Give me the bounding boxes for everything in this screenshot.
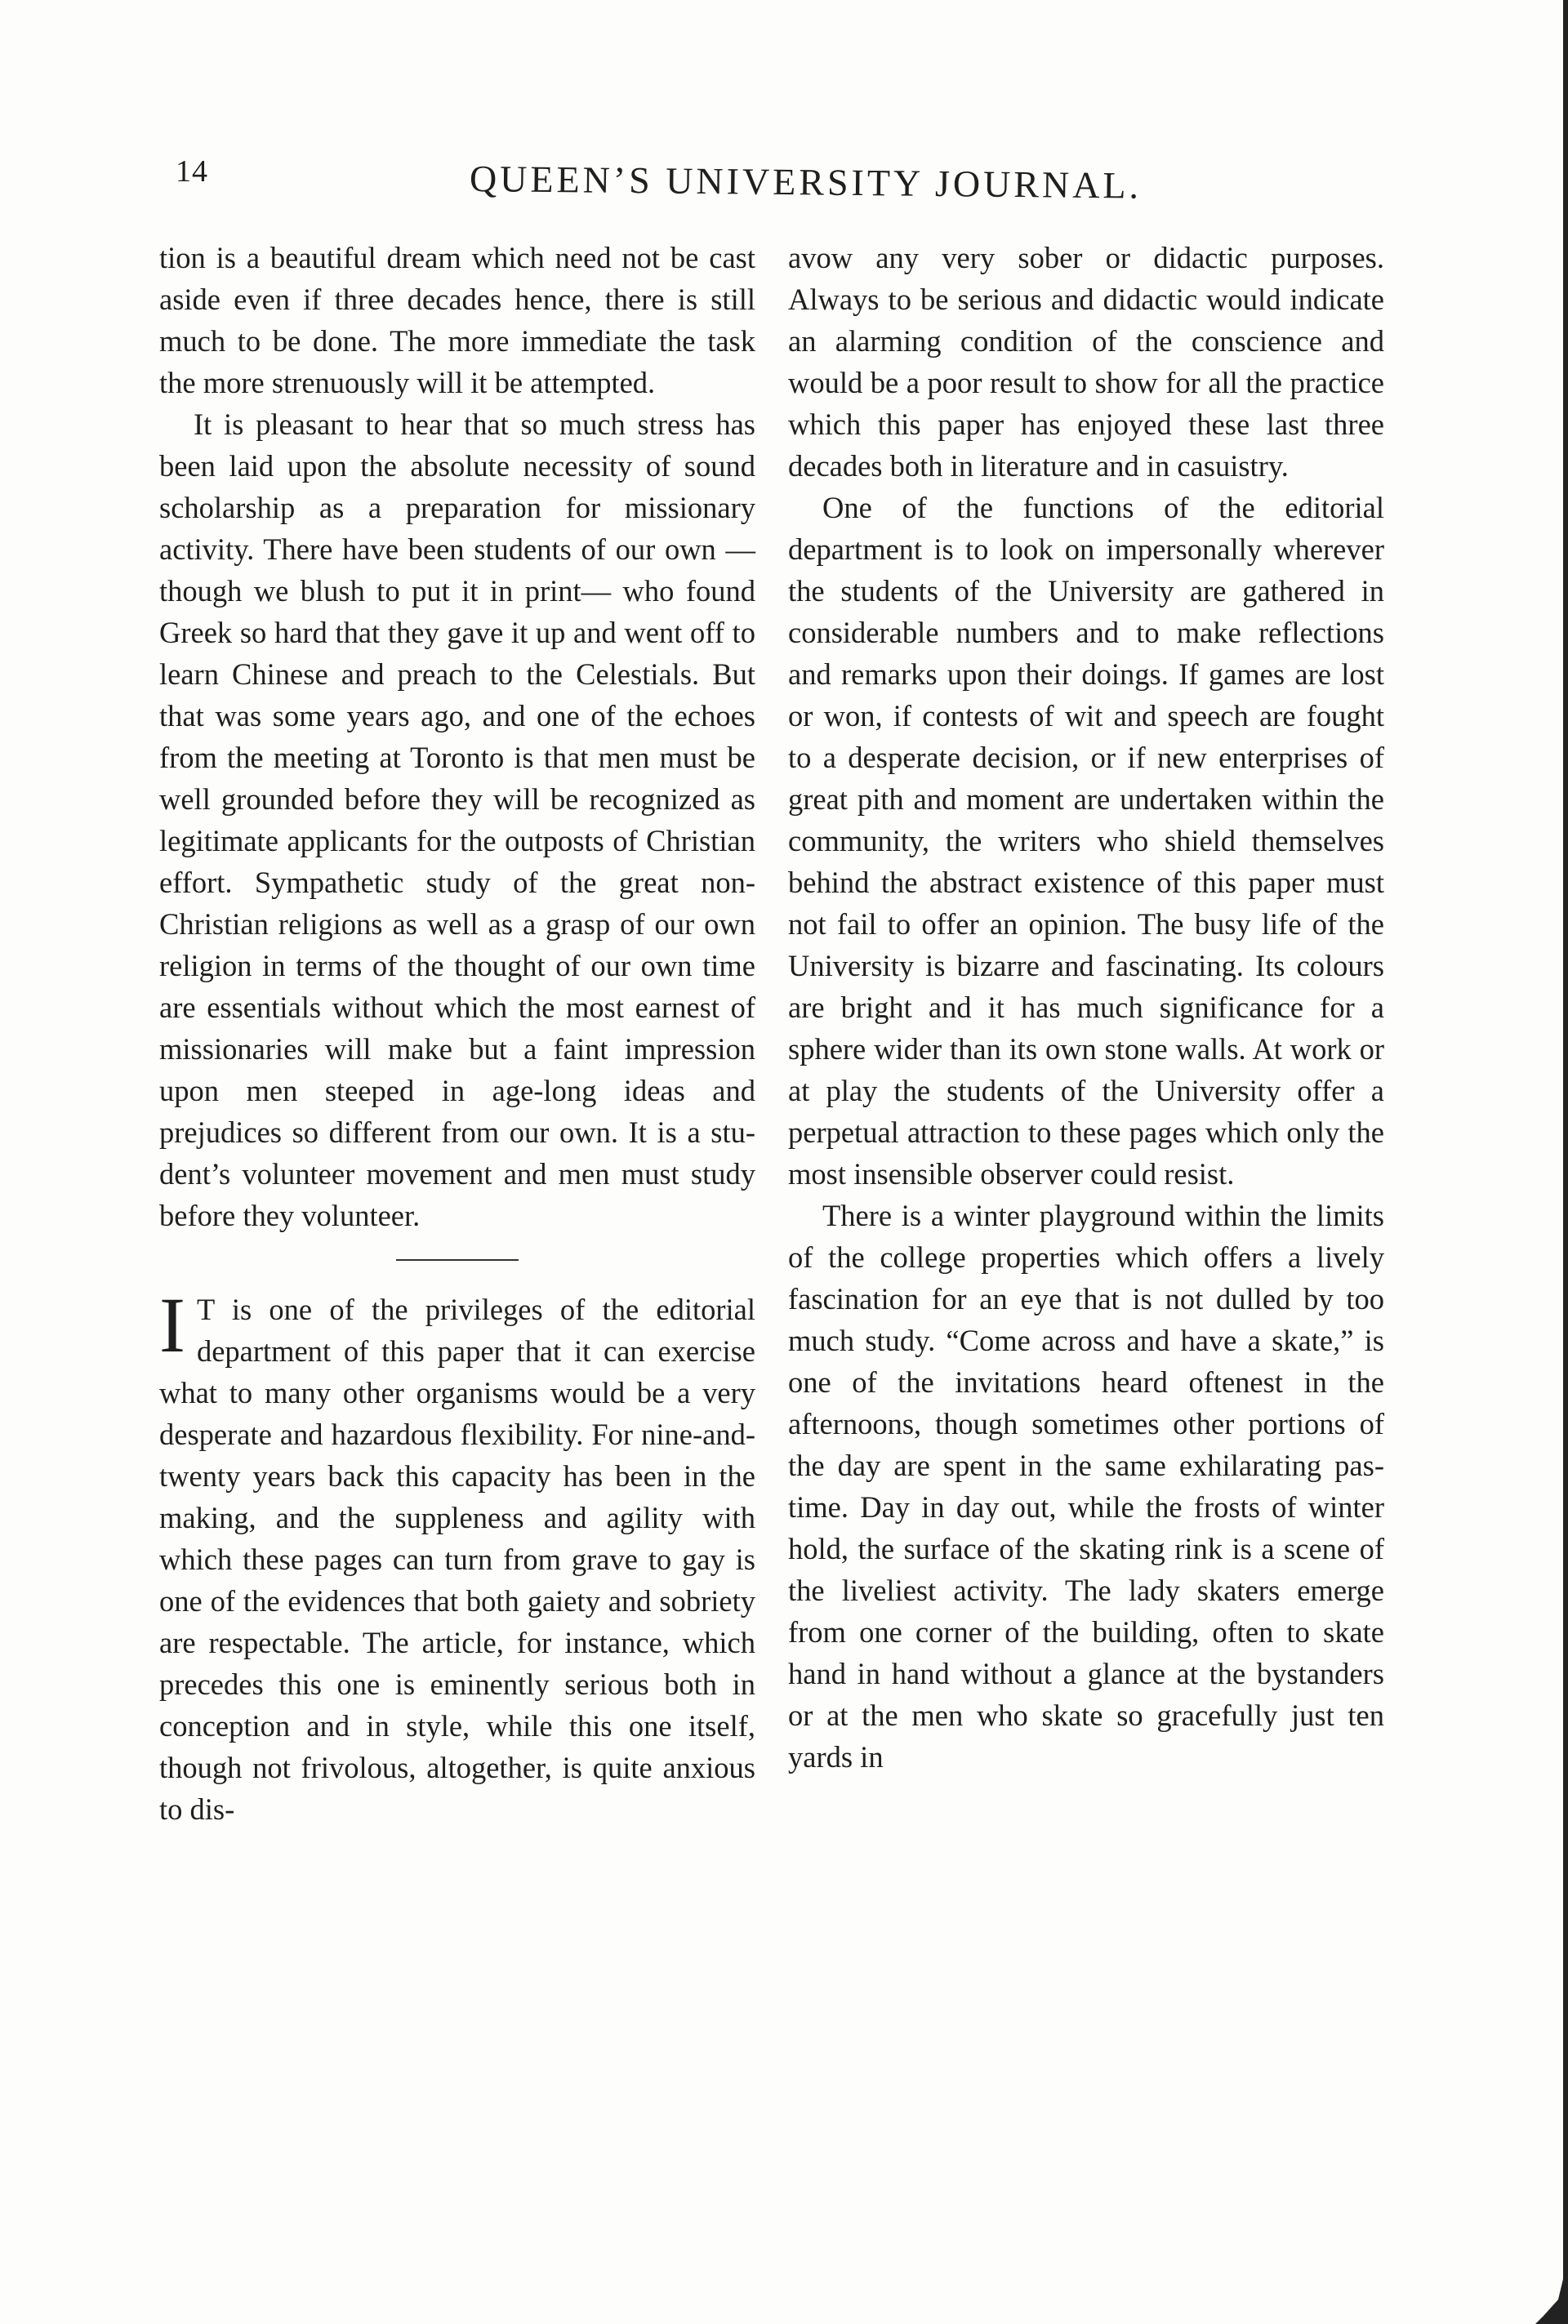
scan-corner-mark — [1519, 2226, 1568, 2324]
left-paragraph-3-text: T is one of the privileges of the editorial department of this paper that it can exercise what to many other organisms would be a very desperate and hazardous flexibility. For nine-and-twenty years back this capacity has been in the making, and the suppleness and agility with which these pages can turn from grave to gay is one of the evidences that both gaiety and sobriety are respectable. The article, for instance, which precedes this one is eminently serious both in conception and in style, while this one itself, though not frivolous, altogether, is quite anxious to dis- — [159, 1293, 755, 1826]
section-divider — [396, 1259, 519, 1261]
page-header — [176, 147, 1384, 212]
drop-cap: I — [159, 1281, 185, 1369]
left-paragraph-1: tion is a beautiful dream which need not be cast aside even if three decades hence, there is still much to be done. The more immediate the task the more strenuously will it be attempted. — [159, 241, 755, 399]
left-column — [159, 237, 755, 1830]
page-number: 14 — [176, 154, 208, 189]
right-paragraph-2: One of the functions of the editorial department is to look on impersonally wherever the students of the University are gathered in considerable numbers and to make reflections and remarks upon their doings. If games are lost or won, if contests of wit and speech are fought to a desperate decision, or if new enterprises of great pith and moment are undertaken within the community, the writers who shield themselves behind the abstract existence of this paper must not fail to offer an opinion. The busy life of the University is bizarre and fascinating. Its colours are bright and it has much significance for a sphere wider than its own stone walls. At work or at play the students of the University offer a perpetual attraction to these pages which only the most insensible observer could resist. — [788, 491, 1384, 1191]
right-column — [788, 237, 1384, 1778]
scan-edge-line — [1563, 0, 1568, 2324]
left-paragraph-3 — [159, 1281, 755, 1830]
left-paragraph-2: It is pleasant to hear that so much stress has been laid upon the absolute necessity of sound scholarship as a preparation for missionary activity. There have been students of our own —though we blush to put it in print— who found Greek so hard that they gave it up and went off to learn Chinese and preach to the Celestials. But that was some years ago, and one of the echoes from the meeting at Toronto is that men must be well grounded before they will be recognized as legitimate applicants for the outposts of Christian effort. Sympathetic study of the great non-Christian religions as well as a grasp of our own religion in terms of the thought of our own time are essentials without which the most earnest of missionaries will make but a faint impression upon men steeped in age-long ideas and prejudices so different from our own. It is a student’s volunteer movement and men must study before they volunteer. — [159, 407, 755, 1232]
right-paragraph-3: There is a winter playground within the limits of the college properties which offers a lively fascination for an eye that is not dulled by too much study. “Come across and have a skate,” is one of the invitations heard oftenest in the afternoons, though sometimes other portions of the day are spent in the same exhilarating pastime. Day in day out, while the frosts of winter hold, the surface of the skating rink is a scene of the liveliest activity. The lady skaters emerge from one corner of the building, often to skate hand in hand without a glance at the bystanders or at the men who skate so gracefully just ten yards in — [788, 1199, 1384, 1774]
right-paragraph-1: avow any very sober or didactic purposes. Always to be serious and didactic would indicate an alarming condition of the conscience and would be a poor result to show for all the practice which this paper has enjoyed these last three decades both in literature and in casuistry. — [788, 241, 1384, 483]
journal-title: QUEEN’S UNIVERSITY JOURNAL. — [469, 158, 1143, 207]
